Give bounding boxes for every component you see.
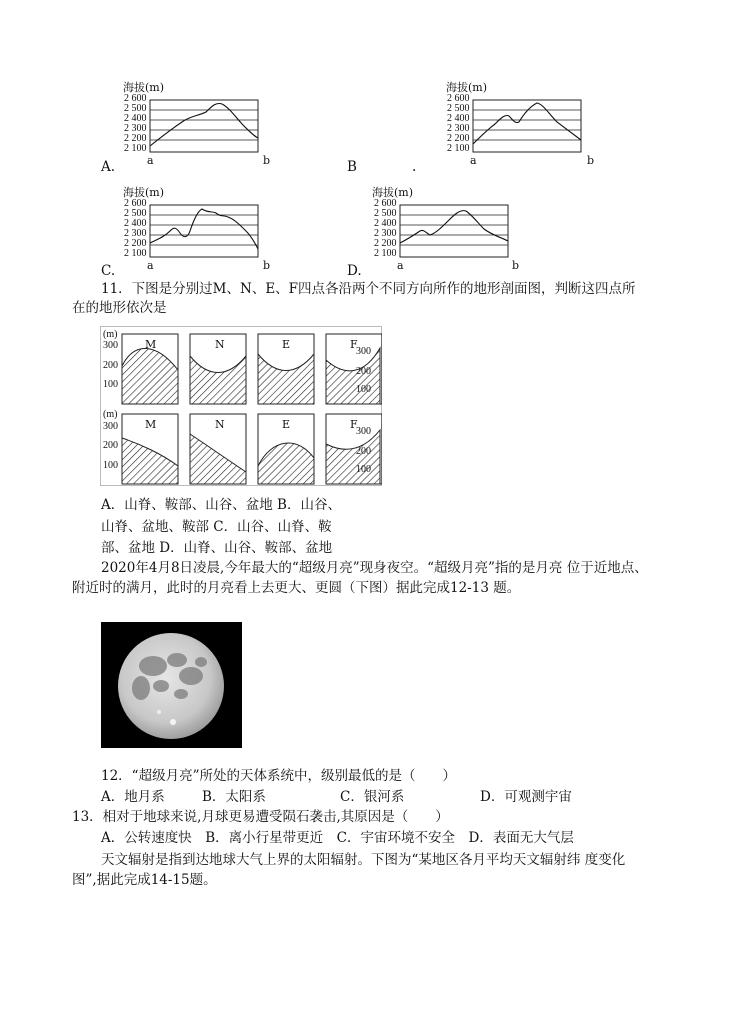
passage-line2: 附近时的满月，此时的月亮看上去更大、更圆（下图）据此完成12-13 题。 — [72, 580, 521, 596]
q11-label-m-top: M — [145, 338, 157, 351]
profile-chart-c — [150, 205, 258, 257]
q11-tick-l6: 100 — [103, 460, 118, 471]
q11-section-figure — [100, 326, 382, 486]
option-a-label: A. — [101, 159, 116, 175]
q12-option-c: C．银河系 — [340, 789, 405, 805]
passage-line1: 2020年4月8日凌晨,今年最大的“超级月亮”现身夜空。“超级月亮”指的是月亮 位于近地点、 — [101, 560, 648, 576]
q11-options-line1: A．山脊、鞍部、山谷、盆地 B．山谷、 — [101, 497, 341, 513]
passage2-line2: 图”,据此完成14-15题。 — [72, 872, 217, 888]
chart-b-endpoint-a: a — [470, 154, 477, 167]
chart-d-ylabel: 海拔(m) — [372, 186, 414, 199]
q11-unit-top: (m) — [103, 329, 118, 340]
chart-c-endpoint-a: a — [147, 259, 154, 272]
profile-charts — [0, 0, 737, 290]
option-c-label: C. — [101, 263, 116, 279]
q11-label-m-bottom: M — [145, 418, 157, 431]
chart-d-ticks: 2 600 2 500 2 400 2 300 2 200 2 100 — [374, 198, 397, 259]
q11-tick-r6: 100 — [356, 464, 371, 475]
profile-chart-b — [473, 100, 581, 152]
chart-a-endpoint-b: b — [263, 154, 271, 167]
q11-label-n-top: N — [215, 338, 225, 351]
q11-options-line2: 山脊、盆地、鞍部 C．山谷、山脊、鞍 — [101, 519, 332, 535]
q11-row2 — [122, 414, 382, 484]
q11-tick-r3: 100 — [356, 384, 371, 395]
chart-d-endpoint-a: a — [397, 259, 404, 272]
chart-c-endpoint-b: b — [263, 259, 271, 272]
chart-a-ticks: 2 600 2 500 2 400 2 300 2 200 2 100 — [124, 93, 147, 154]
q11-stem-line2: 在的地形依次是 — [72, 300, 167, 316]
profile-chart-a — [150, 100, 258, 152]
q12-option-b: B．太阳系 — [202, 789, 266, 805]
q12-option-d: D．可观测宇宙 — [480, 789, 572, 805]
q11-label-e-bottom: E — [282, 418, 291, 431]
q11-stem-line1: 11．下图是分别过M、N、E、F四点各沿两个不同方向所作的地形剖面图，判断这四点所 — [101, 281, 636, 297]
option-b-label: B — [347, 159, 357, 175]
chart-a-ylabel: 海拔(m) — [123, 81, 165, 94]
q11-tick-l5: 200 — [103, 440, 118, 451]
q11-options-line3: 部、盆地 D．山脊、山谷、鞍部、盆地 — [101, 540, 333, 556]
q11-unit-bottom: (m) — [103, 409, 118, 420]
profile-chart-d — [400, 205, 508, 257]
q11-tick-l1: 300 — [103, 340, 118, 351]
chart-d-endpoint-b: b — [512, 259, 520, 272]
q11-row1 — [122, 334, 382, 404]
q12-option-a: A．地月系 — [101, 789, 165, 805]
chart-b-ylabel: 海拔(m) — [446, 81, 488, 94]
chart-b-endpoint-b: b — [587, 154, 595, 167]
super-moon-photo — [101, 622, 242, 748]
chart-b-ticks: 2 600 2 500 2 400 2 300 2 200 2 100 — [447, 93, 470, 154]
q13-stem: 13．相对于地球来说,月球更易遭受陨石袭击,其原因是（ ） — [72, 809, 449, 825]
q11-tick-l3: 100 — [103, 379, 118, 390]
chart-a-endpoint-a: a — [147, 154, 154, 167]
q11-label-f-top: F — [350, 338, 358, 351]
q11-tick-r1: 300 — [356, 346, 371, 357]
q11-label-e-top: E — [282, 338, 291, 351]
q12-stem: 12．“超级月亮”所处的天体系统中，级别最低的是（ ） — [101, 768, 456, 784]
q11-tick-r5: 200 — [356, 446, 371, 457]
q11-tick-l2: 200 — [103, 360, 118, 371]
q11-label-f-bottom: F — [350, 418, 358, 431]
passage2-line1: 天文辐射是指到达地球大气上界的太阳辐射。下图为“某地区各月平均天文辐射纬 度变化 — [101, 852, 626, 868]
q11-tick-r2: 200 — [356, 366, 371, 377]
q11-tick-r4: 300 — [356, 426, 371, 437]
option-b-dot: . — [412, 159, 417, 175]
q11-tick-l4: 300 — [103, 421, 118, 432]
q11-label-n-bottom: N — [215, 418, 225, 431]
chart-c-ticks: 2 600 2 500 2 400 2 300 2 200 2 100 — [124, 198, 147, 259]
q13-options: A．公转速度快 B．离小行星带更近 C．宇宙环境不安全 D．表面无大气层 — [101, 830, 574, 846]
chart-c-ylabel: 海拔(m) — [123, 186, 165, 199]
option-d-label: D. — [347, 263, 362, 279]
